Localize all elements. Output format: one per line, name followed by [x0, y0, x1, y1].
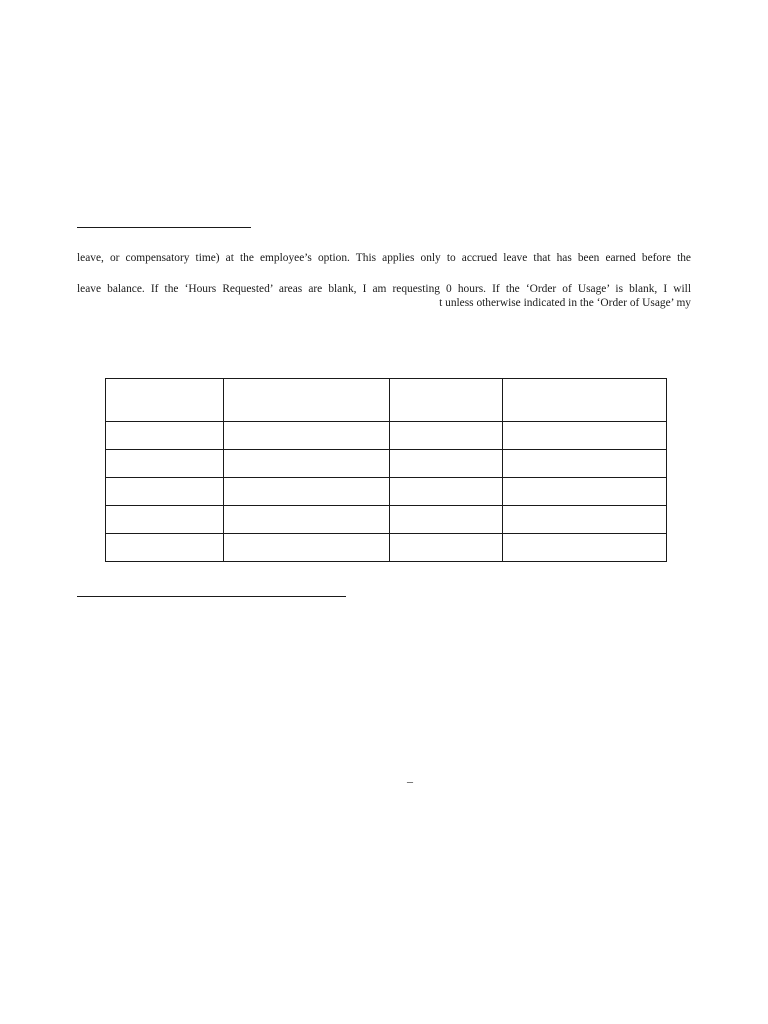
table-header-cell [106, 379, 224, 422]
table-cell[interactable] [106, 478, 224, 506]
paragraph-line-2: leave balance. If the ‘Hours Requested’ areas are blank, I am requesting 0 hours. If the ‘Order of Usage’ is blank, I will [77, 283, 691, 295]
table-cell[interactable] [390, 534, 502, 562]
table-header-cell [502, 379, 666, 422]
signature-line-bottom [77, 596, 346, 597]
table-cell[interactable] [224, 478, 390, 506]
table-row [106, 422, 667, 450]
table-row [106, 534, 667, 562]
table-cell[interactable] [390, 478, 502, 506]
table-cell[interactable] [224, 506, 390, 534]
table-cell[interactable] [390, 506, 502, 534]
table-cell[interactable] [224, 450, 390, 478]
signature-line-top [77, 227, 251, 228]
leave-usage-table [105, 378, 667, 562]
table-cell[interactable] [106, 506, 224, 534]
table-cell[interactable] [106, 450, 224, 478]
table-row [106, 450, 667, 478]
table-cell[interactable] [502, 478, 666, 506]
table-cell[interactable] [390, 450, 502, 478]
table-row [106, 506, 667, 534]
table-header-cell [224, 379, 390, 422]
table-cell[interactable] [224, 422, 390, 450]
table-header-cell [390, 379, 502, 422]
table-cell[interactable] [502, 450, 666, 478]
table-cell[interactable] [106, 422, 224, 450]
table-cell[interactable] [106, 534, 224, 562]
table-row [106, 478, 667, 506]
paragraph-line-1: leave, or compensatory time) at the employee’s option. This applies only to accrued leave that has been earned before the [77, 252, 691, 264]
table-cell[interactable] [502, 506, 666, 534]
table-cell[interactable] [502, 422, 666, 450]
dash-mark: – [407, 774, 413, 788]
table-cell[interactable] [502, 534, 666, 562]
table-header-row [106, 379, 667, 422]
table-cell[interactable] [224, 534, 390, 562]
paragraph-line-3: t unless otherwise indicated in the ‘Order of Usage’ my [439, 297, 691, 309]
table-cell[interactable] [390, 422, 502, 450]
